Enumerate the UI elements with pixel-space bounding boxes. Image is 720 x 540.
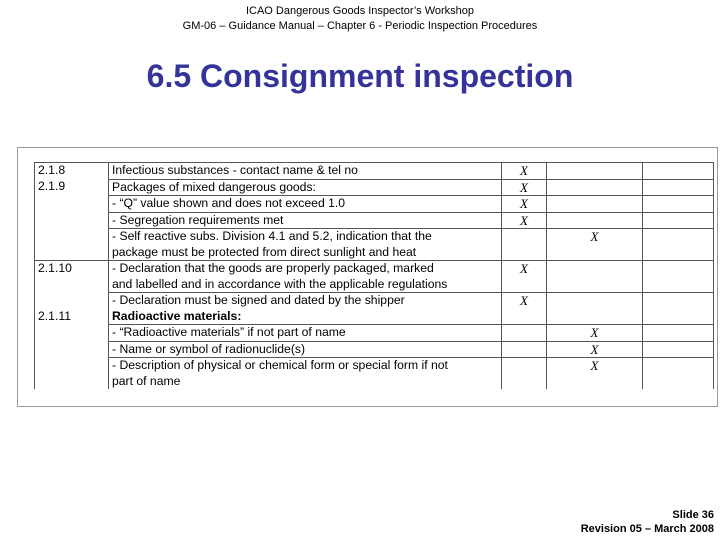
- item-text: [109, 358, 502, 390]
- slide-title: 6.5 Consignment inspection: [146, 58, 574, 94]
- reference-cell: 2.1.11: [35, 309, 109, 325]
- table-row: [35, 325, 714, 342]
- reference-cell: [35, 293, 109, 309]
- check-mark: X: [547, 325, 643, 342]
- empty-cell: [643, 341, 714, 358]
- check-mark: [547, 179, 643, 196]
- item-line: part of name: [112, 373, 181, 388]
- empty-cell: [643, 196, 714, 213]
- empty-cell: [643, 229, 714, 261]
- item-line: - Declaration that the goods are properly packaged, marked: [112, 261, 434, 275]
- empty-cell: [643, 358, 714, 390]
- check-mark: X: [547, 358, 643, 390]
- empty-cell: [643, 309, 714, 325]
- reference-cell: [35, 358, 109, 390]
- item-line: package must be protected from direct sunlight and heat: [112, 244, 417, 259]
- reference-cell: [35, 341, 109, 358]
- table-row: [35, 196, 714, 213]
- check-mark: X: [502, 212, 547, 229]
- check-mark: [502, 358, 547, 390]
- table-row: [35, 261, 714, 293]
- inspection-table: [34, 162, 714, 389]
- item-text: [109, 309, 502, 325]
- check-mark: [502, 341, 547, 358]
- workshop-header: ICAO Dangerous Goods Inspector’s Workshop: [245, 5, 475, 17]
- item-line: - Self reactive subs. Division 4.1 and 5.2, indication that the: [112, 229, 432, 243]
- reference-cell: [35, 229, 109, 261]
- empty-cell: [643, 212, 714, 229]
- item-line: - Description of physical or chemical form or special form if not: [112, 358, 448, 372]
- empty-cell: [643, 293, 714, 309]
- check-mark: [547, 293, 643, 309]
- check-mark: [502, 229, 547, 261]
- item-line: and labelled and in accordance with the applicable regulations: [112, 276, 448, 291]
- check-mark: [547, 309, 643, 325]
- table-row: [35, 358, 714, 390]
- check-mark: [547, 261, 643, 293]
- item-line: - “Q” value shown and does not exceed 1.0: [112, 196, 346, 210]
- table-row: [35, 163, 714, 180]
- slide-number: Slide 36: [672, 509, 714, 521]
- item-line: - Declaration must be signed and dated by the shipper: [112, 293, 405, 307]
- item-text: [109, 163, 502, 180]
- reference-cell: [35, 212, 109, 229]
- revision-label: Revision 05 – March 2008: [580, 523, 714, 535]
- item-line: - Name or symbol of radionuclide(s): [112, 341, 306, 356]
- item-text: [109, 196, 502, 213]
- check-mark: X: [502, 293, 547, 309]
- check-mark: [547, 196, 643, 213]
- empty-cell: [643, 179, 714, 196]
- check-mark: X: [502, 163, 547, 180]
- check-mark: X: [547, 341, 643, 358]
- check-mark: [502, 325, 547, 342]
- empty-cell: [643, 261, 714, 293]
- item-line: Radioactive materials:: [112, 308, 242, 323]
- item-text: [109, 261, 502, 293]
- manual-subheader: GM-06 – Guidance Manual – Chapter 6 - Periodic Inspection Procedures: [182, 20, 538, 32]
- reference-cell: [35, 196, 109, 213]
- table-row: [35, 309, 714, 325]
- check-mark: X: [502, 179, 547, 196]
- check-mark: X: [547, 229, 643, 261]
- item-line: - Segregation requirements met: [112, 212, 284, 227]
- reference-cell: 2.1.10: [35, 261, 109, 293]
- empty-cell: [643, 325, 714, 342]
- reference-cell: [35, 325, 109, 342]
- table-row: [35, 212, 714, 229]
- item-text: [109, 341, 502, 358]
- item-text: [109, 179, 502, 196]
- table-row: [35, 341, 714, 358]
- check-mark: [547, 212, 643, 229]
- item-line: Packages of mixed dangerous goods:: [112, 179, 316, 194]
- check-mark: [547, 163, 643, 180]
- table-row: [35, 293, 714, 309]
- empty-cell: [643, 163, 714, 180]
- check-mark: X: [502, 261, 547, 293]
- reference-cell: 2.1.8: [35, 163, 109, 180]
- reference-cell: 2.1.9: [35, 179, 109, 196]
- item-line: Infectious substances - contact name & tel no: [112, 163, 358, 177]
- check-mark: X: [502, 196, 547, 213]
- table-row: [35, 229, 714, 261]
- table-row: [35, 179, 714, 196]
- item-line: - “Radioactive materials” if not part of name: [112, 325, 346, 339]
- item-text: [109, 293, 502, 309]
- item-text: [109, 229, 502, 261]
- item-text: [109, 212, 502, 229]
- item-text: [109, 325, 502, 342]
- table-image-frame: [17, 147, 718, 407]
- check-mark: [502, 309, 547, 325]
